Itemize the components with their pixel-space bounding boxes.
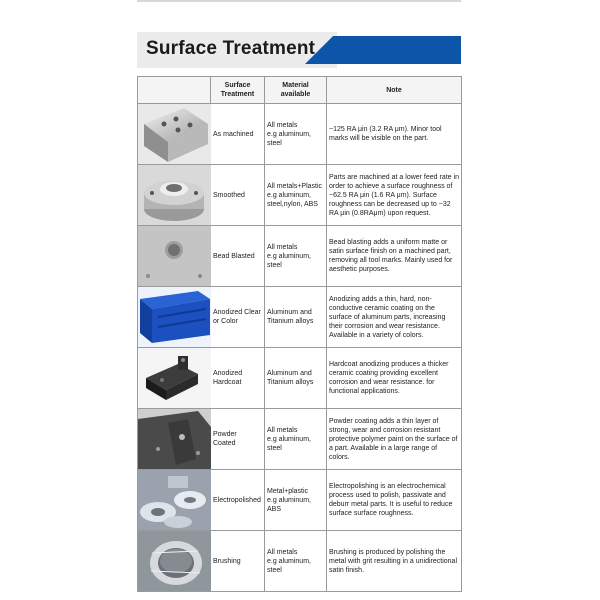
electropolished-parts-image xyxy=(138,470,211,530)
treatment-name: Electropolished xyxy=(211,470,265,531)
treatment-note: Parts are machined at a lower feed rate in order to achieve a surface roughness of ~62.5 RA μin (1.6 RA μm). Surface roughness can be decreased up to ~32 RA μin (0.8RAμm) upon request. xyxy=(327,165,462,226)
brushed-ring-image xyxy=(138,531,211,591)
treatment-note: Powder coating adds a thin layer of strong, wear and corrosion resistant protective polymer paint on the surface of a part. Available in a large range of colors. xyxy=(327,409,462,470)
column-header-material: Material available xyxy=(265,77,327,104)
material-available: All metals e.g aluminum, steel xyxy=(265,104,327,165)
smoothed-flange-image xyxy=(138,165,211,225)
powder-coated-plate-image xyxy=(138,409,211,469)
table-header-row xyxy=(138,77,462,104)
column-header-note: Note xyxy=(327,77,462,104)
surface-treatment-table xyxy=(137,76,462,592)
table-row xyxy=(138,104,462,165)
row-image-cell xyxy=(138,470,211,531)
row-image-cell xyxy=(138,287,211,348)
row-image-cell xyxy=(138,165,211,226)
material-available: All metals e.g aluminum, steel xyxy=(265,226,327,287)
material-available: All metals e.g aluminum, steel xyxy=(265,531,327,592)
treatment-name: Powder Coated xyxy=(211,409,265,470)
column-header-treatment: Surface Treatment xyxy=(211,77,265,104)
row-image-cell xyxy=(138,531,211,592)
treatment-note: Electropolishing is an electrochemical process used to polish, passivate and deburr metal parts. It is useful to reduce surface surface roughness. xyxy=(327,470,462,531)
treatment-name: Brushing xyxy=(211,531,265,592)
treatment-name: As machined xyxy=(211,104,265,165)
black-hardcoat-part-image xyxy=(138,348,211,408)
material-available: All metals+Plastic e.g aluminum, steel,nylon, ABS xyxy=(265,165,327,226)
treatment-name: Anodized Hardcoat xyxy=(211,348,265,409)
title-banner xyxy=(137,32,461,68)
bead-blasted-plate-image xyxy=(138,226,211,286)
treatment-name: Smoothed xyxy=(211,165,265,226)
table-row xyxy=(138,348,462,409)
treatment-name: Anodized Clear or Color xyxy=(211,287,265,348)
material-available: Aluminum and Titanium alloys xyxy=(265,287,327,348)
row-image-cell xyxy=(138,348,211,409)
treatment-note: Bead blasting adds a uniform matte or satin surface finish on a machined part, removing all tool marks. Mainly used for aesthetic purposes. xyxy=(327,226,462,287)
page-title: Surface Treatment xyxy=(146,38,316,59)
table-row xyxy=(138,470,462,531)
table-row xyxy=(138,226,462,287)
row-image-cell xyxy=(138,226,211,287)
table-row xyxy=(138,287,462,348)
material-available: Metal+plastic e.g aluminum, ABS xyxy=(265,470,327,531)
treatment-note: Hardcoat anodizing produces a thicker ceramic coating providing excellent corrosion and wear resistance. for functional applications. xyxy=(327,348,462,409)
treatment-name: Bead Blasted xyxy=(211,226,265,287)
blue-anodized-part-image xyxy=(138,287,211,347)
machined-aluminum-block-image xyxy=(138,104,211,164)
treatment-note: Anodizing adds a thin, hard, non-conductive ceramic coating on the surface of aluminum parts, increasing their corrosion and wear resistance. Available in a variety of colors. xyxy=(327,287,462,348)
row-image-cell xyxy=(138,104,211,165)
treatment-note: ~125 RA μin (3.2 RA μm). Minor tool marks will be visible on the part. xyxy=(327,104,462,165)
material-available: All metals e.g aluminum, steel xyxy=(265,409,327,470)
table-row xyxy=(138,165,462,226)
table-row xyxy=(138,409,462,470)
treatment-note: Brushing is produced by polishing the metal with grit resulting in a unidirectional satin finish. xyxy=(327,531,462,592)
column-header-image xyxy=(138,77,211,104)
row-image-cell xyxy=(138,409,211,470)
table-row xyxy=(138,531,462,592)
material-available: Aluminum and Titanium alloys xyxy=(265,348,327,409)
top-divider xyxy=(137,0,461,2)
